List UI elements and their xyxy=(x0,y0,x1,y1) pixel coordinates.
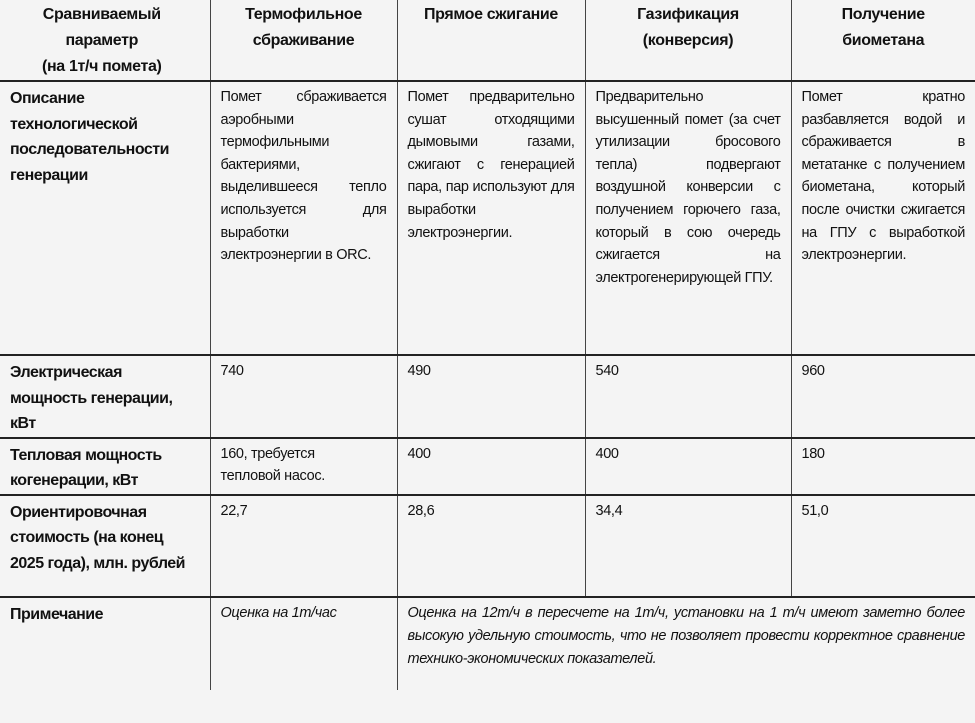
cell: 34,4 xyxy=(585,495,791,597)
cell: 490 xyxy=(397,355,585,438)
cell: 160, требуется тепловой насос. xyxy=(210,438,397,495)
header-thermophilic: Термофильное сбраживание xyxy=(210,0,397,81)
header-row xyxy=(0,0,975,81)
header-line: (на 1т/ч помета) xyxy=(42,58,162,75)
cell: 28,6 xyxy=(397,495,585,597)
note-cell-merged: Оценка на 12т/ч в пересчете на 1т/ч, установки на 1 т/ч имеют заметно более высокую удельную стоимость, что не позволяет провести корректное сравнение технико-экономических показателей. xyxy=(397,597,975,690)
cell: 51,0 xyxy=(791,495,975,597)
cell: Помет кратно разбавляется водой и сбраживается в метатанке с получением биометана, который после очистки сжигается на ГПУ с выработкой электроэнергии. xyxy=(791,81,975,355)
table-row xyxy=(0,355,975,438)
table-row-note xyxy=(0,597,975,690)
cell: Предварительно высушенный помет (за счет утилизации бросового тепла) подвергают воздушной конверсии с получением горючего газа, который в сою очередь сжигается на электрогенерирующей ГПУ. xyxy=(585,81,791,355)
cell: 740 xyxy=(210,355,397,438)
row-param: Ориентировочная стоимость (на конец 2025 года), млн. рублей xyxy=(0,495,210,597)
row-param: Электрическая мощность генерации, кВт xyxy=(0,355,210,438)
header-biomethane: Получение биометана xyxy=(791,0,975,81)
table-row xyxy=(0,81,975,355)
cell: Помет сбраживается аэробными термофильными бактериями, выделившееся тепло используется для выработки электроэнергии в ORC. xyxy=(210,81,397,355)
row-param: Тепловая мощность когенерации, кВт xyxy=(0,438,210,495)
cell: 400 xyxy=(397,438,585,495)
cell: 180 xyxy=(791,438,975,495)
row-param: Примечание xyxy=(0,597,210,690)
cell: 22,7 xyxy=(210,495,397,597)
header-line: параметр xyxy=(65,32,139,49)
table-row xyxy=(0,495,975,597)
note-cell: Оценка на 1т/час xyxy=(210,597,397,690)
header-line: Сравниваемый xyxy=(42,6,161,23)
cell: Помет предварительно сушат отходящими дымовыми газами, сжигают с генерацией пара, пар используют для выработки электроэнергии. xyxy=(397,81,585,355)
cell: 540 xyxy=(585,355,791,438)
row-param: Описание технологической последовательности генерации xyxy=(0,81,210,355)
header-direct-combustion: Прямое сжигание xyxy=(397,0,585,81)
table-row xyxy=(0,438,975,495)
header-parameter xyxy=(0,0,210,81)
cell: 960 xyxy=(791,355,975,438)
header-gasification: Газификация (конверсия) xyxy=(585,0,791,81)
cell: 400 xyxy=(585,438,791,495)
